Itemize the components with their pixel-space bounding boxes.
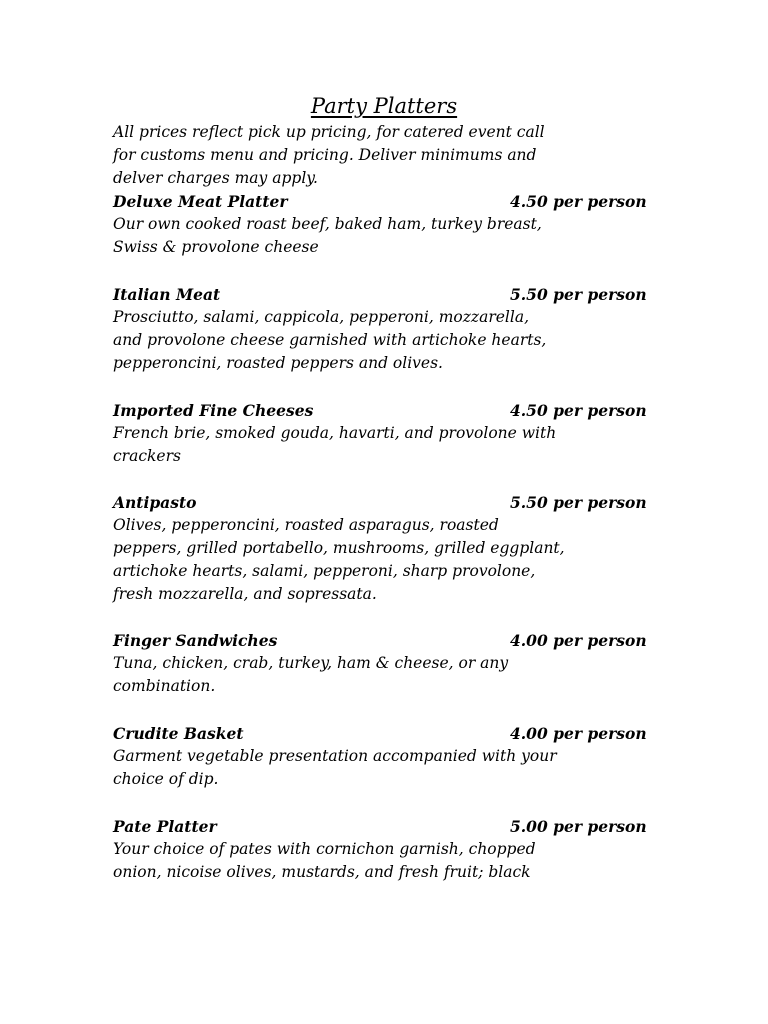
item-price: 5.50 per person xyxy=(510,493,647,512)
item-description xyxy=(113,514,633,606)
item-name: Antipasto xyxy=(113,493,197,512)
item-price: 4.00 per person xyxy=(510,724,647,743)
intro-line: All prices reflect pick up pricing, for catered event call xyxy=(113,123,545,141)
item-header xyxy=(113,190,647,213)
item-description-line: Tuna, chicken, crab, turkey, ham & cheese, or any xyxy=(113,654,509,672)
item-header xyxy=(113,491,647,514)
item-price: 4.50 per person xyxy=(510,192,647,211)
item-header xyxy=(113,629,647,652)
item-header xyxy=(113,722,647,745)
menu-item-italian-meat xyxy=(113,283,647,375)
item-price: 5.00 per person xyxy=(510,817,647,836)
menu-item-pate-platter xyxy=(113,815,647,884)
item-header xyxy=(113,399,647,422)
item-description-line: fresh mozzarella, and sopressata. xyxy=(113,585,377,603)
item-description-line: Our own cooked roast beef, baked ham, turkey breast, xyxy=(113,215,542,233)
menu-item-antipasto xyxy=(113,491,647,606)
item-price: 4.00 per person xyxy=(510,631,647,650)
item-description xyxy=(113,838,633,884)
item-name: Crudite Basket xyxy=(113,724,244,743)
item-description-line: Your choice of pates with cornichon garnish, chopped xyxy=(113,840,536,858)
menu-item-crudite-basket xyxy=(113,722,647,791)
item-description xyxy=(113,306,633,375)
item-name: Pate Platter xyxy=(113,817,217,836)
item-description-line: crackers xyxy=(113,447,181,465)
item-description-line: Olives, pepperoncini, roasted asparagus, roasted xyxy=(113,516,499,534)
item-description-line: pepperoncini, roasted peppers and olives. xyxy=(113,354,443,372)
menu-item-deluxe-meat-platter xyxy=(113,190,647,259)
item-description-line: Swiss & provolone cheese xyxy=(113,238,319,256)
menu-item-finger-sandwiches xyxy=(113,629,647,698)
item-description-line: artichoke hearts, salami, pepperoni, sharp provolone, xyxy=(113,562,536,580)
item-name: Imported Fine Cheeses xyxy=(113,401,314,420)
item-description-line: Prosciutto, salami, cappicola, pepperoni, mozzarella, xyxy=(113,308,529,326)
item-name: Italian Meat xyxy=(113,285,221,304)
item-description xyxy=(113,745,633,791)
item-description xyxy=(113,213,633,259)
item-description-line: and provolone cheese garnished with artichoke hearts, xyxy=(113,331,547,349)
item-description-line: choice of dip. xyxy=(113,770,219,788)
item-price: 5.50 per person xyxy=(510,285,647,304)
item-header xyxy=(113,815,647,838)
page-title: Party Platters xyxy=(310,94,458,118)
item-description-line: combination. xyxy=(113,677,216,695)
item-header xyxy=(113,283,647,306)
item-name: Deluxe Meat Platter xyxy=(113,192,288,211)
item-description-line: peppers, grilled portabello, mushrooms, grilled eggplant, xyxy=(113,539,565,557)
item-name: Finger Sandwiches xyxy=(113,631,278,650)
item-description-line: Garment vegetable presentation accompanied with your xyxy=(113,747,557,765)
item-description-line: onion, nicoise olives, mustards, and fresh fruit; black xyxy=(113,863,531,881)
intro-paragraph xyxy=(113,121,545,190)
intro-line: for customs menu and pricing. Deliver minimums and xyxy=(113,146,537,164)
item-price: 4.50 per person xyxy=(510,401,647,420)
item-description xyxy=(113,652,633,698)
intro-line: delver charges may apply. xyxy=(113,169,318,187)
menu-item-imported-fine-cheeses xyxy=(113,399,647,468)
item-description xyxy=(113,422,633,468)
item-description-line: French brie, smoked gouda, havarti, and provolone with xyxy=(113,424,557,442)
